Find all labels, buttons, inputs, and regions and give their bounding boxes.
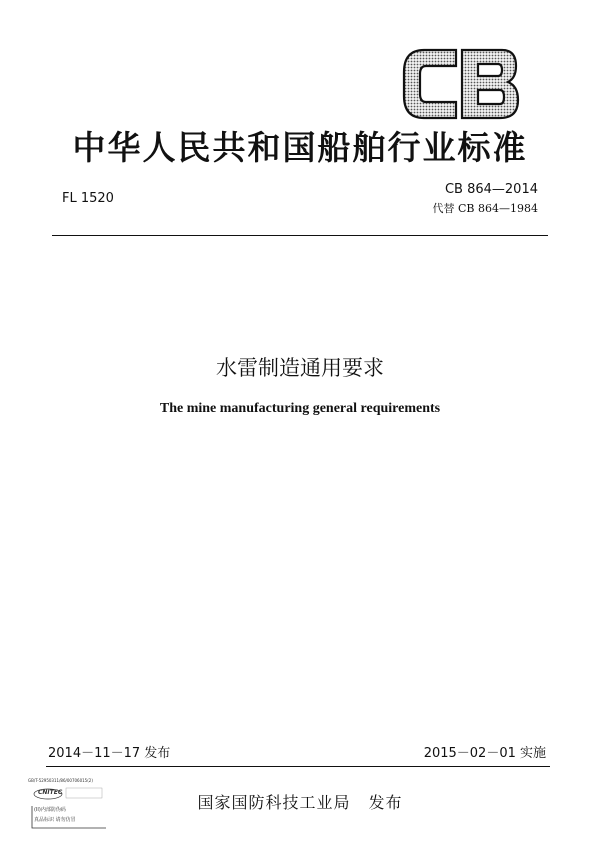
standard-number: CB 864—2014 [444,182,538,197]
classification-code: FL 1520 [62,191,114,206]
footer-divider [46,766,550,767]
standard-title: 中华人民共和国船舶行业标准 [72,128,528,167]
implementation-date: 2015－02－01 实施 [423,746,546,761]
stamp-code: (II)内部防伪码 [34,807,66,813]
stamp-note: 真品标识 请勿仿冒 [34,817,76,823]
document-title-en: The mine manufacturing general requirements [159,401,441,416]
replaces-note: 代替 CB 864—1984 [432,202,538,215]
publisher-name: 国家国防科技工业局 [197,793,351,812]
stamp-serial: GB/T-52950311/86/00706015(2) [28,778,93,783]
publisher [0,790,600,813]
document-title-cn: 水雷制造通用要求 [216,356,384,380]
stamp-brand: CNITEC [38,789,63,796]
issue-date: 2014－11－17 发布 [48,746,171,761]
header-divider [52,235,548,236]
publisher-action: 发布 [368,793,403,812]
cb-logo-icon [398,42,522,126]
